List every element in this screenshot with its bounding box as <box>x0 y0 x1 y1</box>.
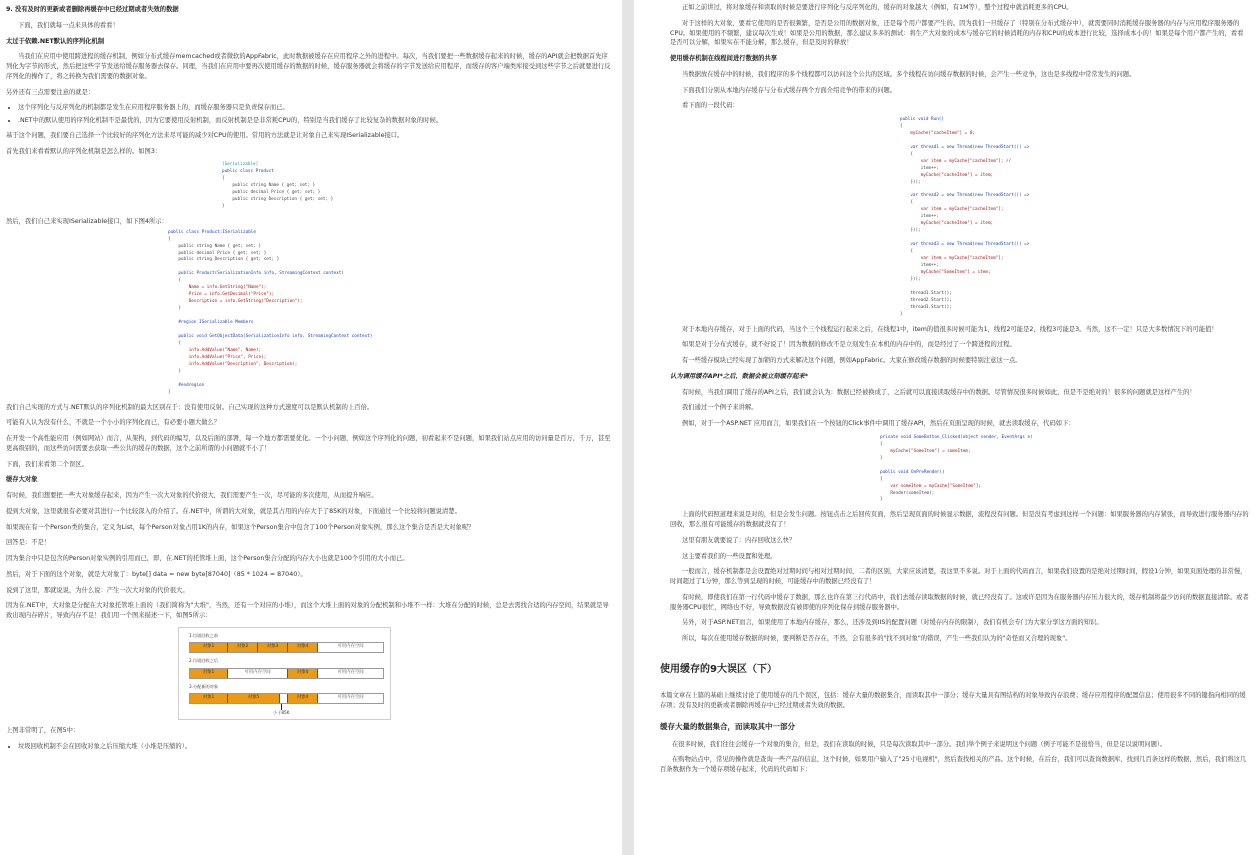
code-line: Name = info.GetString("Name"); <box>168 285 267 291</box>
article-title: 使用缓存的9大误区（下） <box>660 663 777 675</box>
code-line: var item = myCache["cacheItem"]; <box>900 207 1004 213</box>
paragraph: 上图非常明了，在图5中： <box>6 727 80 735</box>
code-line: private void SomeButton_Clicked(object sender, EventArgs e) <box>880 434 1033 440</box>
code-line: } <box>168 389 171 395</box>
code-line: var thread1 = new Thread(new ThreadStart(() => <box>900 144 1030 150</box>
right-page <box>634 0 1257 855</box>
section-title: 缓存大量的数据集合，而读取其中一部分 <box>660 721 795 731</box>
code-line: info.AddValue("Description", Description); <box>168 361 298 367</box>
code-block-aspnet <box>880 435 1249 505</box>
bullet-list <box>18 103 612 126</box>
paragraph: 下面，我们就每一点来具体的看看！ <box>18 21 119 29</box>
paragraph: 有时候，即使我们在第一行代码中缓存了数据，那么也许在第三行代码中，我们去缓存读取数据的时候，就已经没有了。这或许是因为在服务器内存压力很大的，缓存机制将最少访问的数据直接清除。或者服务器CPU很忙，网络也不好，导致数据没有被即使的序列化保存到缓存服务器中。 <box>670 593 1249 611</box>
code-line: thread2.Start(); <box>900 297 952 303</box>
code-line: public class Product <box>222 169 274 175</box>
paragraph: 因为集合中只是包含的Person对象实例的引用而已，即，在.NET的托管堆上面，这个Person集合分配的内存大小也就是100个引用的大小而已。 <box>6 555 409 563</box>
code-line: thread3.Start(); <box>900 304 952 310</box>
paragraph: 基于这个问题，我们要自己选择一个比较好的序列化方法来尽可能的减少对CPU的使用。常用的方法就是让对象自己来实现ISerializable接口。 <box>6 131 404 139</box>
code-line: public string Name { get; set; } <box>222 183 316 189</box>
paragraph: 所以，每次在使用缓存数据的时候，要判断是否存在，不然，会有很多的"找不到对象"的错误，产生一些我们认为的"奇怪而又合理的现象"。 <box>682 635 1072 643</box>
bullet-list <box>18 742 612 752</box>
code-line: myCache["SomeItem"] = someItem; <box>880 448 971 454</box>
code-line <box>168 376 612 383</box>
code-line: })); <box>900 276 921 282</box>
code-line: info.AddValue("Price", Price); <box>168 354 267 360</box>
paragraph: 正如之前讲过，将对象缓存和读取的时候是要进行序列化与反序列化的，缓存的对象越大（例如，有1M等），整个过程中就消耗更多的CPU。 <box>682 4 1073 11</box>
paragraph: 看下面的一段代码： <box>682 102 739 110</box>
object-block: 对象3 <box>258 643 288 652</box>
code-line: public void Run() <box>900 117 944 122</box>
code-line: var thread3 = new Thread(new ThreadStart(() => <box>900 242 1030 248</box>
section-heading: 9. 没有及时的更新或者删除再缓存中已经过期或者失效的数据 <box>6 6 179 13</box>
code-line <box>880 463 1249 470</box>
memory-bar-after-gc <box>189 668 384 679</box>
code-line: } <box>168 306 181 312</box>
paragraph: 提到大对象，这里就很有必要对其进行一个比较深入的介绍了。在.NET中，所谓的大对象，就是其占用的内存大于了85K的对象，下面通过一个比较将问题说清楚。 <box>6 507 461 515</box>
code-line: public class Product:ISerializable <box>168 229 256 235</box>
code-line: { <box>168 236 171 242</box>
list-item: • 垃圾回收机制不会在回收对象之后压缩大堆（小堆是压缩的）。 <box>18 742 612 752</box>
object-block: 对象2 <box>228 643 258 652</box>
object-block: 对象1 <box>190 669 228 678</box>
code-line: { <box>900 200 913 206</box>
code-line: } <box>900 311 903 317</box>
free-block: 可用内存空间 <box>318 669 383 678</box>
code-line: item++; <box>900 165 939 171</box>
memory-bar-new-alloc <box>189 693 384 704</box>
paragraph: 另外还有三点需要注意的就是： <box>6 88 95 96</box>
paragraph: 在购物站点中，常见的操作就是查询一些产品的信息，这个时候，如果用户输入了"25寸电视机"，然后查找相关的产品。这个时候，在后台，我们可以查询数据库，找到几百条这样的数据，然后，我们将这几百条数据作为一个缓存项缓存起来，代码的代码如下： <box>660 756 1247 774</box>
code-line: { <box>900 249 913 255</box>
object-block: 对象1 <box>190 694 228 703</box>
code-line: } <box>222 203 225 209</box>
code-line: Render(someItem); <box>880 490 935 496</box>
code-block-figure4 <box>168 230 612 397</box>
memory-bar-before-gc <box>189 642 384 653</box>
paragraph: 可能有人认为没有什么，不就是一个小小的序列化而已，有必要小题大做么？ <box>6 419 221 427</box>
paragraph: 本篇文章在上篇的基础上继续讨论了使用缓存的几个误区，包括：缓存大量的数据集合，而读取其中一部分；缓存大量具有图结构的对象导致内存浪费；缓存应用程序的配置信息；使用很多不同的键指向相同的缓存项；没有及时的更新或者删除再缓存中已经过期或者失效的数据。 <box>660 692 1246 710</box>
diagram-label: 3.分配新的对象 <box>189 683 219 689</box>
code-line: public Product(SerializationInfo info, StreamingContext context) <box>168 271 344 277</box>
code-line: var item = myCache["cacheItem"]; <box>900 256 1004 262</box>
object-block: 对象5 <box>228 694 280 703</box>
fragment-pointer <box>189 704 386 717</box>
paragraph: 当我们在应用中使用跨进程的缓存机制，例如分布式缓存memcached或者微软的AppFabric，此时数据被缓存在应用程序之外的进程中。每次，当我们要把一些数据缓存起来的时候，缓存的API就会把数据首先序列化为字节的形式，然后把这些字节发送给缓存服务器去保存。同理，当我们在应用中要再次使用缓存的数据的时候，缓存服务器就会将缓存的字节发送给应用程序，而缓存的客户端类库接受到这些字节之后就要进行反序列化的操作了，将之转换为我们需要的数据对象。 <box>6 53 611 80</box>
paragraph: 然后，对于下面的这个对象，就是大对象了：byte[] data = new byte[87040]（85 * 1024 = 87040）。 <box>6 570 307 578</box>
list-item: • 这个序列化与反序列化的机制都是发生在应用程序服务器上的，而缓存服务器只是负责保存而已。 <box>18 103 612 113</box>
free-block: 可用内存空间 <box>318 694 383 703</box>
paragraph: 如果现在有一个Person类的集合，定义为List，每个Person对象占用1K的内存，如果这个Person集合中包含了100个Person对象实例，那么这个集合是否是大对象呢？ <box>6 523 475 531</box>
code-line <box>168 327 612 334</box>
subheading-large-object: 缓存大对象 <box>6 476 38 484</box>
paragraph: 在开发一个高性能应用（例如网站）而言，从架构，到代码的编写，以及后面的部署，每一个地方都需要优化。一个小问题，例如这个序列化的问题，初看起来不是问题，如果我们站点应用的访问量是百万，千万，甚至更高级别的，而这些访问需要去获取一些公共的缓存的数据，这个之前所谓的小问题就不小了！ <box>6 435 611 452</box>
paragraph: 下面我们分别从本地内存缓存与分布式缓存两个方面介绍竞争的带来的问题。 <box>682 86 897 94</box>
code-line: public void GetObjectData(SerializationInfo info, StreamingContext context) <box>168 333 373 339</box>
paragraph: 当数据放在缓存中的时候，我们程序的多个线程都可以访问这个公共的区域。多个线程在访问缓存数据的时候，会产生一些竞争，这也是多线程中常常发生的问题。 <box>682 70 1136 78</box>
code-line: myCache["SomeItem"] = item; <box>900 269 991 275</box>
code-line: var someItem = myCache["SomeItem"]; <box>880 483 981 489</box>
code-line: { <box>168 278 181 284</box>
code-line: { <box>168 340 181 346</box>
code-line: myCache["cacheItem"] = item; <box>900 172 994 178</box>
code-line: #region ISerializable Members <box>168 320 254 326</box>
subheading-serialization: 太过于依赖.NET默认的序列化机制 <box>6 37 105 45</box>
paragraph: 对于本地内存缓存，对于上面的代码，当这个三个线程运行起来之后，在线程1中，item的值很多时候可能为1，线程2可能是2，线程3可能是3。当然，这不一定！只是大多数情况下的可能值！ <box>682 325 1218 333</box>
code-line: var thread2 = new Thread(new ThreadStart(() => <box>900 193 1030 199</box>
code-line: var item = myCache["cacheItem"]; // <box>900 158 1012 164</box>
code-line: Price = info.GetDecimal("Price"); <box>168 292 275 298</box>
paragraph: 然后，我们自己来实现ISerializable接口，如下图4所示： <box>6 217 168 225</box>
code-line: })); <box>900 228 921 234</box>
code-line: item++; <box>900 214 939 220</box>
page-divider <box>622 0 634 855</box>
heap-diagram-figure5 <box>178 627 391 721</box>
subheading-cache-api: 认为调用缓存API*之后，数据会被立刻缓存起来* <box>670 372 809 380</box>
paragraph: 我们自己实现的方式与.NET默认的序列化机制的最大区别在于：没有使用反射。自己实现的这种方式速度可以是默认机制的上百倍。 <box>6 403 374 411</box>
code-line <box>900 284 1249 291</box>
code-line: public void OnPreRender() <box>880 469 945 475</box>
code-line: } <box>880 497 883 503</box>
object-block: 对象4 <box>288 643 318 652</box>
code-line: { <box>900 151 913 157</box>
code-line: { <box>880 476 883 482</box>
code-line: } <box>880 455 883 461</box>
code-line: public decimal Price { get; set; } <box>168 250 267 256</box>
code-block-figure3 <box>222 162 612 211</box>
paragraph: 对于这样的大对象，要看它使用的是否很频繁，是否是公用的数据对象，还是每个用户都要产生的。因为我们一旦缓存了（特别在分布式缓存中），就需要同时消耗缓存服务器的内存与应用程序服务器的CPU。如果使用的不频繁，建议每次生成！如果是公用的数据，那么建议多多的测试：将生产大对象的成本与缓存它的时候消耗的内存和CPU的成本进行比较，选择成本小的！如果是每个用户都产生的，看看是否可以分解，如果实在不能分解，那么缓存，但是及时的释放！ <box>670 19 1244 47</box>
object-block: 对象4 <box>288 669 318 678</box>
paragraph: 这里有朋友就要说了：内存回收这么快？ <box>682 536 796 544</box>
paragraph: 在很多时候，我们往往会缓存一个对象的集合，但是，我们在读取的时候，只是每次读取其中一部分。我们举个例子来说明这个问题（例子可能不是很恰当，但是足以说明问题）。 <box>672 740 1167 748</box>
code-line: public decimal Price { get; set; } <box>222 190 321 196</box>
paragraph: 首先我们来看看默认的序列化机制是怎么样的。如图3： <box>6 147 162 155</box>
code-line: info.AddValue("Name", Name); <box>168 347 262 353</box>
code-line: item++; <box>900 263 939 269</box>
paragraph: 另外，对于ASP.NET而言，如果使用了本地内存缓存，那么，还涉及到IIS的配置问题（对缓存内存的限制），我们有机会专门为大家分享这方面的知识。 <box>682 619 1103 627</box>
paragraph: 有一些缓存模块已经实现了加锁的方式来解决这个问题，例如AppFabric。大家在修改缓存数据的时候要特别注意这一点。 <box>682 357 1022 365</box>
list-item: • .NET中的默认使用的序列化机制不是最优的，因为它要使用反射机制，而反射机制是是非常耗CPU的，特别是当我们缓存了比较复杂的数据对象的时候。 <box>18 116 612 126</box>
code-block-threads <box>900 117 1249 319</box>
paragraph: 我们通过一个例子来讲解。 <box>682 404 758 412</box>
subheading-thread-share: 使用缓存机制在线程间进行数据的共享 <box>670 55 778 62</box>
code-line: [Serializable] <box>222 162 259 168</box>
paragraph: 有时候，我们想要把一些大对象缓存起来，因为产生一次大对象的代价很大，我们需要产生一次，尽可能的多次使用，从而提升响应。 <box>6 492 378 500</box>
code-line: { <box>222 176 225 182</box>
fragment-gap <box>280 694 288 703</box>
free-block: 可用内存空间 <box>228 669 288 678</box>
paragraph: 因为在.NET中，大对象是分配在大对象托管堆上面的（我们简称为"大堆"，当然，还有一个对应的小堆），而这个大堆上面的对象的分配机制和小堆不一样：大堆在分配的时候，总是去需找合适的内存空间，结果就是导致出现内存碎片，导致内存不足！我们用一个图来描述一下，如图5所示： <box>6 602 609 620</box>
code-line <box>900 138 1249 145</box>
code-line: thread1.Start(); <box>900 290 952 296</box>
code-line: })); <box>900 179 921 185</box>
code-line: public string Description { get; set; } <box>222 197 334 203</box>
free-block: 可用内存空间 <box>318 643 383 652</box>
code-line: public string Description { get; set; } <box>168 257 280 263</box>
code-line: myCache["cacheItem"] = 0; <box>900 130 976 136</box>
paragraph: 这主要看我们的一些设置和处理。 <box>682 552 777 560</box>
diagram-label: 1.垃圾回收之前 <box>189 632 219 638</box>
paragraph: 上面的代码照道理来说是对的，但是会发生问题。按钮点击之后回传页面，然后呈现页面的时候显示数据，流程没有问题。但是没有考虑到这样一个问题：如果服务器的内存紧张，而导致进行服务器内存的回收，那么很有可能缓存的数据就没有了！ <box>670 511 1249 529</box>
paragraph: 一般而言，缓存机制都是会设置绝对过期时间与相对过期时间，二者的区别，大家应该清楚，我这里不多说。对于上面的代码而言，如果我们设置的是绝对过期时间，假设1分钟，如果页面处理的非常慢，时间超过了1分钟，那么等到呈现的时候，可能缓存中的数据已经没有了！ <box>670 568 1247 586</box>
object-block: 对象4 <box>288 694 318 703</box>
code-line: #endregion <box>168 382 205 388</box>
paragraph: 回答是：不是！ <box>6 539 51 547</box>
code-line: { <box>880 441 883 447</box>
code-line: } <box>168 368 181 374</box>
paragraph: 下面，我们来看第二个误区。 <box>6 460 88 468</box>
paragraph: 如果是对于分布式缓存，就不好说了！因为数据的修改不是立刻发生在本机的内存中的，而是经过了一个跨进程的过程。 <box>682 341 1016 349</box>
code-line: Description = info.GetString("Description"); <box>168 299 303 305</box>
object-block: 对象1 <box>190 643 228 652</box>
diagram-label: 2.垃圾回收之后 <box>189 658 219 664</box>
paragraph: 说到了这里，那就说说，为什么说：产生一次大对象的代价很大。 <box>6 586 189 594</box>
pointer-label: 小于85K <box>273 710 290 716</box>
paragraph: 例如，对于一个ASP.NET 应用而言，如果我们在一个按钮的Click事件中调用了缓存API，然后在页面呈现的时候，就去读取缓存，代码如下： <box>682 420 1075 428</box>
code-line: { <box>900 123 903 129</box>
code-line: myCache["cacheItem"] = item; <box>900 221 994 227</box>
left-page <box>0 0 622 855</box>
paragraph: 有时候，当我们调用了缓存的API之后，我们就会认为：数据已经被换成了，之后就可以直接读取缓存中的数据。尽管情况很多时候如此，但是不是绝对的！很多的问题就是这样产生的！ <box>682 388 1196 396</box>
code-line: public string Name { get; set; } <box>168 243 262 249</box>
